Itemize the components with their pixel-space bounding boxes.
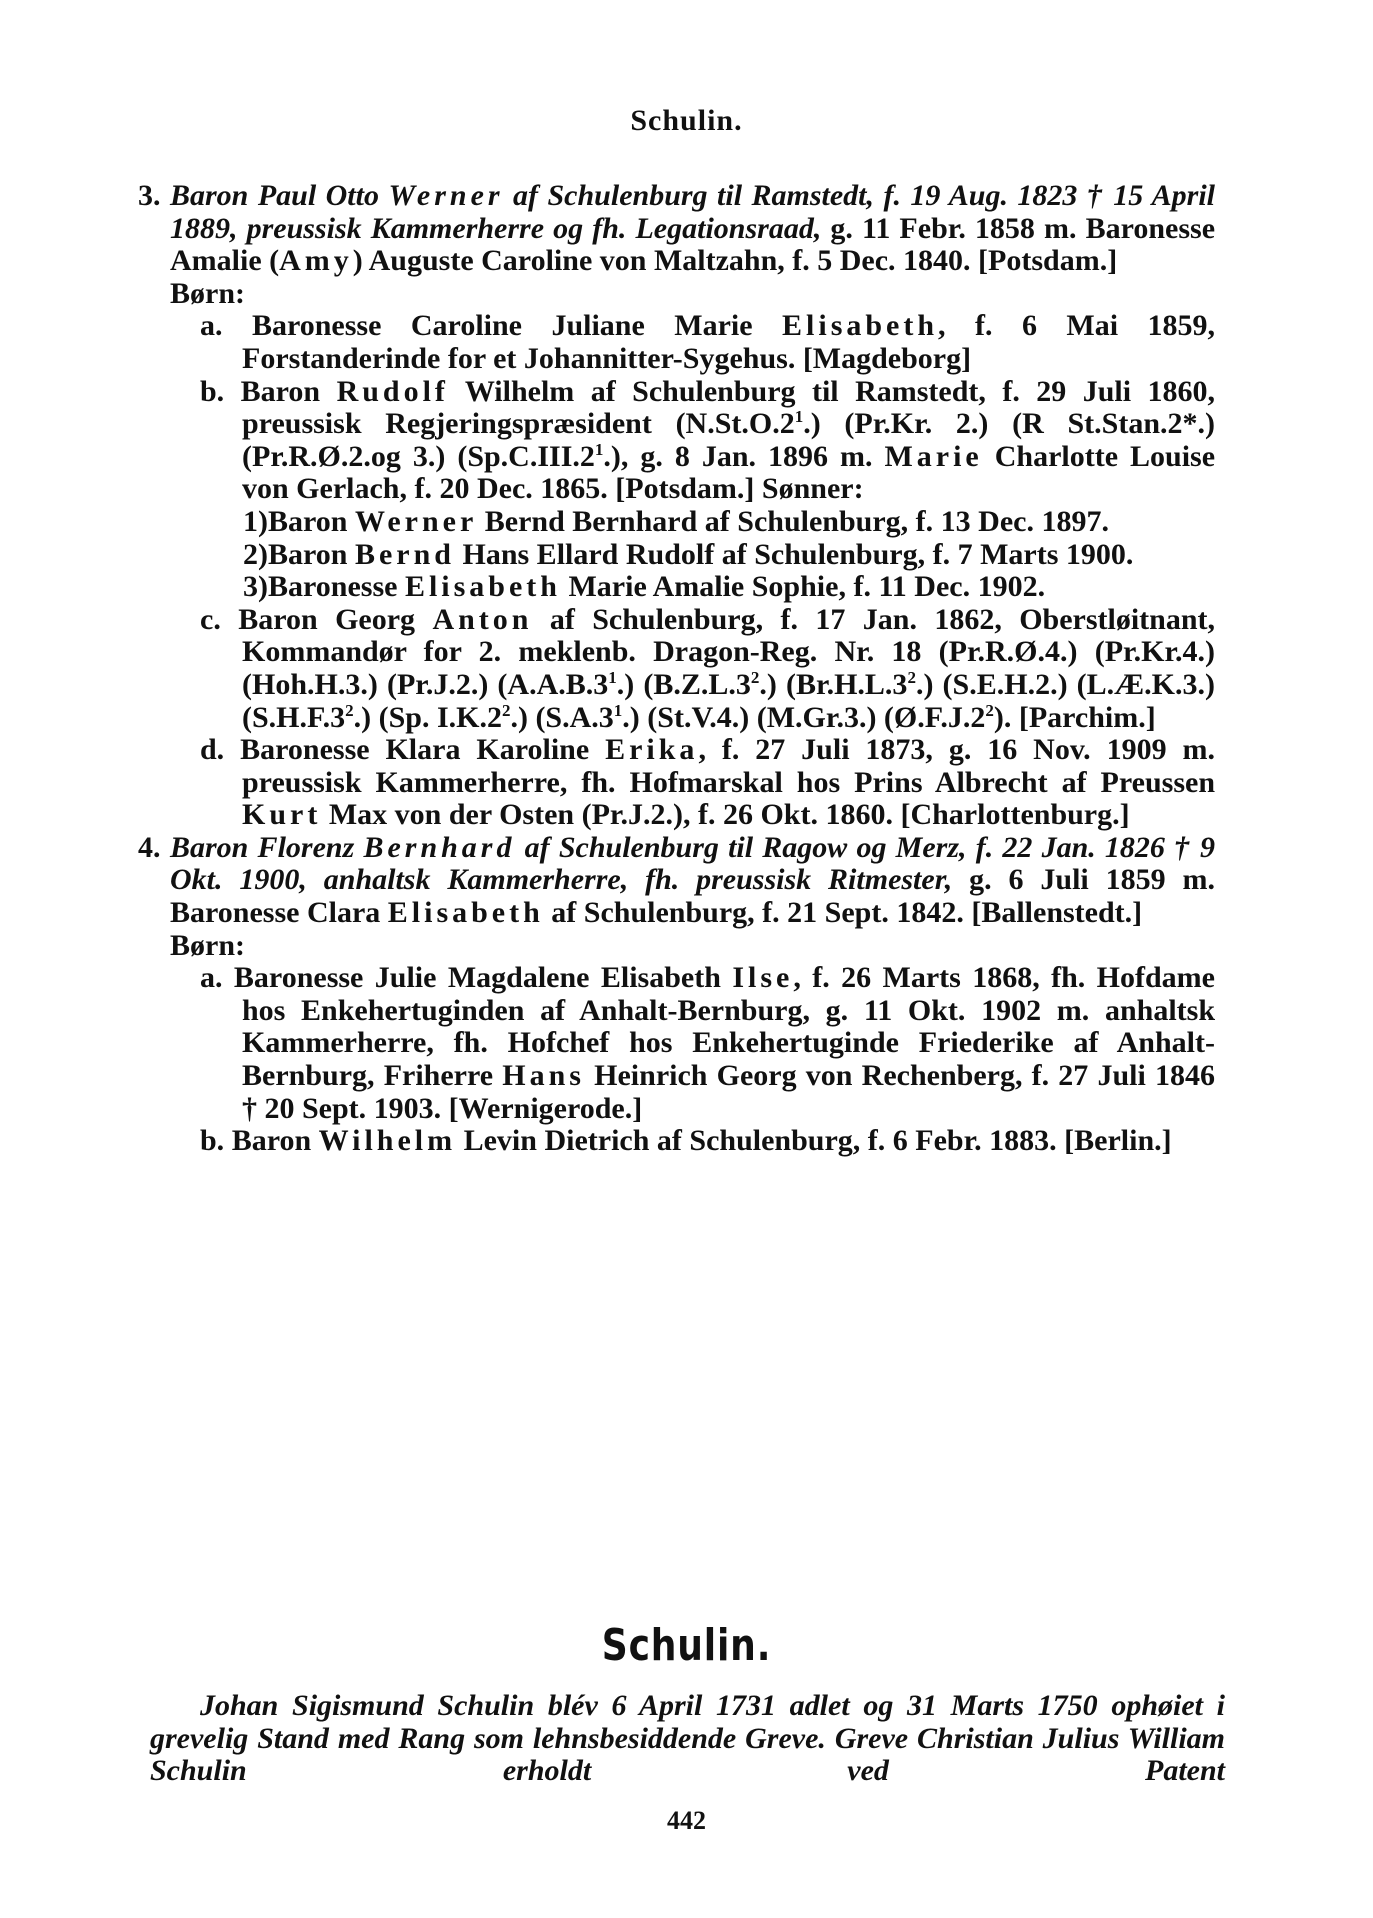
- sup: 2: [501, 700, 511, 720]
- grandchild-label: 3): [243, 570, 268, 604]
- entry-3-child-a: [170, 310, 1215, 375]
- child-b-6: Marie: [884, 439, 983, 473]
- entry-3-grandchild-1: [170, 506, 1215, 539]
- entry-4-title-c: af Schulenburg til Ragow og Merz, f. 22 Jan. 1826 † 9 Okt. 1900, anhaltsk Kammerherre, fh. preussisk Ritmester,: [170, 830, 1215, 897]
- child-a-5: Heinrich Georg von Rechenberg, f. 27 Juli 1846 † 20 Sept. 1903. [Wernigerode.]: [242, 1059, 1216, 1125]
- child-c-6: .) (S.E.H.2.) (L.Æ.K.3.) (S.H.F.3: [242, 667, 1215, 734]
- grandchild-3-c: Marie Amalie Sophie, f. 11 Dec. 1902.: [568, 570, 1046, 604]
- child-a-2: Elisabeth: [782, 309, 939, 343]
- child-c-7: .) (Sp. I.K.2: [353, 700, 502, 734]
- running-head: Schulin.: [630, 104, 743, 137]
- entry-3-grandchild-3: [170, 571, 1215, 604]
- entry-4-rest-a: g. 6 Juli 1859 m. Baronesse Clara: [170, 863, 1215, 930]
- child-label: d.: [200, 733, 225, 767]
- child-c-5: .) (Br.H.L.3: [759, 667, 908, 701]
- child-c-4: .) (B.Z.L.3: [616, 667, 751, 701]
- child-label: a.: [200, 961, 223, 995]
- child-c-1: Baron Georg: [238, 602, 416, 636]
- entry-3-child-d: [170, 734, 1215, 832]
- entry-4-rest-c: af Schulenburg, f. 21 Sept. 1842. [Ballenstedt.]: [551, 896, 1143, 930]
- child-b-3: Levin Dietrich af Schulenburg, f. 6 Febr. 1883. [Berlin.]: [463, 1124, 1172, 1158]
- entry-4-child-b: [170, 1125, 1215, 1158]
- child-a-2: Ilse: [732, 961, 794, 995]
- child-b-7: Charlotte Louise von Gerlach, f. 20 Dec. 1865. [Potsdam.] Sønner:: [242, 439, 1216, 506]
- grandchild-2-b: Bernd: [354, 537, 455, 571]
- child-c-8: .) (S.A.3: [510, 700, 614, 734]
- child-b-2: Wilhelm: [318, 1124, 457, 1158]
- sup: 1: [794, 407, 804, 427]
- child-d-1: Baronesse Klara Karoline: [240, 733, 590, 767]
- child-a-1: Baronesse Caroline Juliane Marie: [251, 309, 753, 343]
- child-a-3: , f. 6 Mai 1859, Forstanderinde for et Johannitter-Sygehus. [Magdeborg]: [242, 309, 1216, 375]
- child-a-1: Baronesse Julie Magdalene Elisabeth: [233, 961, 721, 995]
- child-c-10: ). [Parchim.]: [993, 700, 1156, 734]
- grandchild-label: 1): [243, 504, 268, 538]
- entry-4-born-label: Børn:: [170, 928, 245, 962]
- child-c-3: af Schulenburg, f. 17 Jan. 1862, Oberstløitnant, Kommandør for 2. meklenb. Dragon-Reg. Nr. 18 (Pr.R.Ø.4.) (Pr.Kr.4.) (Hoh.H.3.) (Pr.J.2.) (A.A.B.3: [242, 602, 1216, 701]
- entry-4-heading: [138, 832, 1215, 930]
- entry-3-heading: [138, 180, 1215, 278]
- grandchild-2-c: Hans Ellard Rudolf af Schulenburg, f. 7 Marts 1900.: [462, 537, 1134, 571]
- sup: 2: [345, 700, 354, 720]
- grandchild-2-a: Baron: [268, 537, 348, 571]
- grandchild-1-b: Werner: [354, 504, 478, 538]
- child-d-4: Kurt: [242, 798, 322, 832]
- genealogy-entries: [138, 179, 1216, 1158]
- entry-4-child-a: [170, 962, 1215, 1125]
- child-b-1: Baron: [231, 1124, 312, 1158]
- child-label: c.: [200, 602, 221, 636]
- entry-3-rest-a: g. 11 Febr. 1858 m. Baronesse Amalie (: [170, 211, 1216, 278]
- child-label: a.: [200, 309, 223, 343]
- entry-4-title-b: Bernhard: [363, 830, 516, 864]
- child-d-5: Max von der Osten (Pr.J.2.), f. 26 Okt. 1860. [Charlottenburg.]: [328, 798, 1130, 832]
- section-intro-text: Johan Sigismund Schulin blév 6 April 1731 adlet og 31 Marts 1750 ophøiet i grevelig Stand med Rang som lehnsbesiddende Greve. Greve Christian Julius William Schulin erholdt ved Patent: [150, 1689, 1225, 1788]
- sup: 1: [594, 439, 604, 459]
- child-b-2: Rudolf: [336, 374, 449, 408]
- entry-number: 3.: [138, 179, 161, 212]
- page-number: 442: [667, 1806, 706, 1835]
- entry-3-child-b: [170, 376, 1215, 506]
- grandchild-label: 2): [243, 537, 268, 571]
- grandchild-1-c: Bernd Bernhard af Schulenburg, f. 13 Dec. 1897.: [484, 504, 1109, 538]
- child-b-4: .) (Pr.Kr. 2.) (R St.Stan.2*.) (Pr.R.Ø.2.og 3.) (Sp.C.III.2: [242, 407, 1216, 473]
- entry-3-rest-b: Amy: [279, 244, 353, 278]
- entry-3-born-label: Børn:: [170, 276, 245, 310]
- entry-number: 4.: [138, 830, 161, 864]
- entry-3-rest-c: ) Auguste Caroline von Maltzahn, f. 5 Dec. 1840. [Potsdam.]: [352, 244, 1118, 278]
- section-intro: [150, 1690, 1225, 1788]
- grandchild-3-b: Elisabeth: [404, 570, 561, 604]
- entry-3-child-c: [170, 604, 1215, 734]
- child-d-3: , f. 27 Juli 1873, g. 16 Nov. 1909 m. preussisk Kammerherre, fh. Hofmarskal hos Prins Albrecht af Preussen: [242, 733, 1216, 799]
- sup: 1: [608, 667, 617, 687]
- child-a-4: Hans: [502, 1059, 585, 1093]
- child-b-3: Wilhelm af Schulenburg til Ramstedt, f. 29 Juli 1860, preussisk Regjeringspræsident (N.St.O.2: [242, 374, 1216, 441]
- child-c-9: .) (St.V.4.) (M.Gr.3.) (Ø.F.J.2: [622, 700, 986, 734]
- child-d-2: Erika: [605, 733, 699, 767]
- sup: 1: [613, 700, 623, 720]
- grandchild-3-a: Baronesse: [268, 570, 398, 604]
- sup: 2: [907, 667, 916, 687]
- child-label: b.: [200, 1124, 225, 1158]
- child-b-1: Baron: [240, 374, 321, 408]
- child-c-2: Anton: [432, 602, 533, 636]
- entry-4-title-a: Baron Florenz: [170, 830, 355, 864]
- entry-3-title-a: Baron Paul Otto: [170, 179, 379, 212]
- sup: 2: [750, 667, 760, 687]
- sup: 2: [985, 700, 994, 720]
- child-label: b.: [200, 374, 225, 408]
- section-title: Schulin.: [601, 1620, 772, 1671]
- grandchild-1-a: Baron: [268, 504, 348, 538]
- entry-3-title-b: Werner: [388, 179, 504, 212]
- entry-3-grandchild-2: [170, 539, 1215, 572]
- entry-4-rest-b: Elisabeth: [387, 896, 544, 930]
- entry-3-title-c: af Schulenburg til Ramstedt, f. 19 Aug. 1823 † 15 April 1889, preussisk Kammerherre og fh. Legationsraad,: [170, 179, 1215, 245]
- child-b-5: .), g. 8 Jan. 1896 m.: [603, 439, 873, 473]
- child-a-3: , f. 26 Marts 1868, fh. Hofdame hos Enkehertuginden af Anhalt-Bernburg, g. 11 Okt. 1902 m. anhaltsk Kammerherre, fh. Hofchef hos Enkehertuginde Friederike af Anhalt-Bernburg, Friherre: [242, 961, 1215, 1093]
